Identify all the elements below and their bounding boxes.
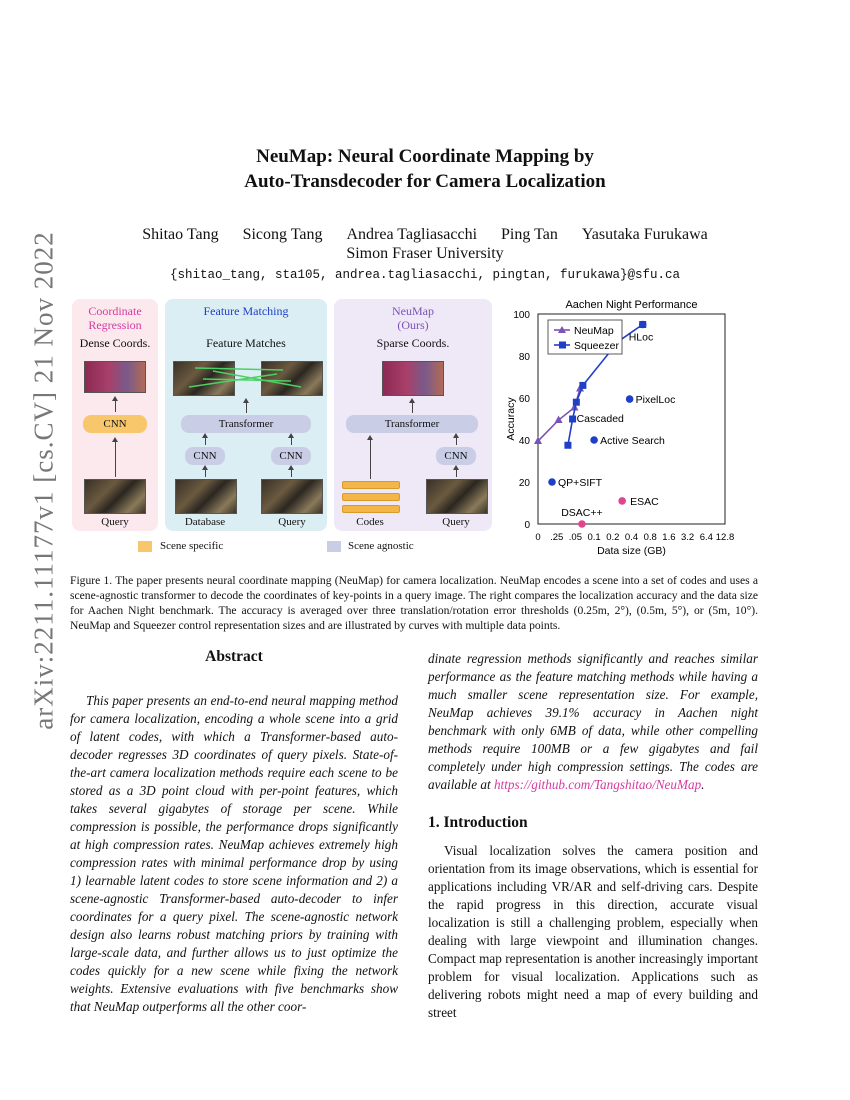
cnn-block: CNN	[436, 447, 476, 465]
sparse-coords-image	[382, 361, 444, 396]
arrow	[370, 439, 371, 479]
y-tick-label: 60	[518, 394, 530, 405]
code-link[interactable]: https://github.com/Tangshitao/NeuMap	[493, 777, 702, 792]
arrow	[291, 469, 292, 477]
method-point	[578, 520, 586, 528]
panel-label: Database	[184, 516, 226, 528]
affiliation: Simon Fraser University	[346, 245, 504, 262]
arrow	[115, 400, 116, 412]
y-tick-label: 80	[518, 352, 530, 363]
author-list	[0, 226, 850, 244]
method-label: Cascaded	[576, 413, 624, 425]
x-tick-label: 6.4	[699, 532, 713, 543]
panel-title: Feature Matching	[203, 304, 289, 318]
panel-subtitle: Feature Matches	[206, 336, 286, 350]
chart-title: Aachen Night Performance	[565, 299, 698, 311]
squeezer-point	[579, 382, 586, 389]
arxiv-stamp	[22, 230, 66, 730]
author: Sicong Tang	[242, 226, 323, 243]
y-tick-label: 0	[524, 520, 530, 531]
query-image	[84, 479, 146, 514]
method-point	[618, 497, 626, 505]
abstract-heading: Abstract	[205, 648, 263, 665]
method-point	[590, 436, 598, 444]
x-tick-label: 0.4	[624, 532, 639, 543]
y-tick-label: 40	[518, 436, 530, 447]
arrow	[456, 437, 457, 445]
x-tick-label: 0.2	[606, 532, 620, 543]
panel-title: Coordinate Regression	[88, 304, 142, 332]
x-tick-label: 0.1	[587, 532, 601, 543]
x-tick-label: 0	[535, 532, 541, 543]
arrow	[205, 469, 206, 477]
x-tick-label: 1.6	[662, 532, 676, 543]
legend-swatch-scene-agnostic	[327, 541, 341, 552]
query-image	[261, 479, 323, 514]
database-image	[175, 479, 237, 514]
method-label: HLoc	[628, 331, 654, 344]
y-tick-label: 20	[518, 478, 530, 489]
arrow	[205, 437, 206, 445]
y-axis-label: Accuracy	[505, 397, 517, 441]
feature-match-lines	[173, 361, 321, 394]
panel-neumap	[334, 299, 492, 531]
abstract-text: dinate regression methods significantly and reaches similar performance as the feature matching methods while having a much smaller scene representation size. For example, NeuMap achieves 39.1% accuracy in Aachen night benchmark with only 6MB of data, while other compelling methods require 100MB or a few gigabytes and fail completely under high compression settings. The codes are available at	[428, 651, 758, 792]
figure-caption: Figure 1. The paper presents neural coordinate mapping (NeuMap) for camera localization. NeuMap encodes a scene into a set of codes and uses a scene-agnostic transformer to decode the coordinates of key-points in a query image. The right compares the localization accuracy and the data size for Aachen Night benchmark. The accuracy is averaged over three translation/rotation error thresholds (0.25m, 2°), (0.5m, 5°), or (5m, 10°). NeuMap and Squeezer control representation sizes and are illustrated by curves with multiple data points.	[70, 574, 758, 632]
panel-subtitle: Sparse Coords.	[376, 336, 450, 350]
panel-coordinate-regression	[72, 299, 158, 531]
author: Andrea Tagliasacchi	[346, 226, 478, 243]
arrow	[115, 441, 116, 477]
x-tick-label: .25	[550, 532, 564, 543]
x-tick-label: 12.8	[715, 532, 735, 543]
panel-title-suffix: (Ours)	[397, 318, 429, 332]
squeezer-point	[564, 442, 571, 449]
method-point	[626, 395, 634, 403]
method-label: PixelLoc	[635, 394, 676, 407]
aachen-night-chart	[500, 292, 770, 560]
transformer-block: Transformer	[346, 415, 478, 433]
arxiv-stamp-text: arXiv:2211.11177v1 [cs.CV] 21 Nov 2022	[28, 230, 59, 730]
author: Ping Tan	[501, 226, 558, 243]
author: Yasutaka Furukawa	[581, 226, 708, 243]
panel-label: Query	[101, 516, 129, 528]
paper-title-line-2: Auto-Transdecoder for Camera Localization	[244, 171, 606, 192]
panel-label: Query	[278, 516, 306, 528]
panel-subtitle: Dense Coords.	[79, 336, 151, 350]
squeezer-point	[573, 399, 580, 406]
x-axis-label: Data size (GB)	[597, 545, 666, 557]
method-label: QP+SIFT	[558, 477, 603, 489]
panel-feature-matching	[165, 299, 327, 531]
arrow	[291, 437, 292, 445]
method-point	[639, 321, 647, 329]
y-tick-label: 100	[513, 310, 530, 321]
legend-label-squeezer: Squeezer	[574, 340, 619, 352]
intro-body: Visual localization solves the camera position and orientation from its image observations, which is essential for applications including VR/AR and self-driving cars. Despite the rapid progress in this direction, accurate visual localization is still a challenging problem, especially when dealing with large viewpoint and illumination changes. Compact map representation is another increasingly important problem for visual localization. Applications such as delivering robots might need a map of every building and street	[428, 843, 758, 1020]
squeezer-point	[569, 416, 576, 423]
x-tick-label: 3.2	[680, 532, 695, 543]
arrow	[456, 469, 457, 477]
panel-title: NeuMap	[392, 304, 434, 318]
author-email: {shitao_tang, sta105, andrea.tagliasacchi, pingtan, furukawa}@sfu.ca	[169, 268, 681, 282]
method-point	[548, 478, 556, 486]
transformer-block: Transformer	[181, 415, 311, 433]
method-label: ESAC	[630, 495, 659, 508]
arrow	[246, 402, 247, 413]
intro-heading: 1. Introduction	[428, 814, 528, 831]
legend-swatch-scene-specific	[138, 541, 152, 552]
cnn-block: CNN	[83, 415, 147, 433]
abstract-body-col2: dinate regression methods significantly and reaches similar performance as the feature matching methods while having a much smaller scene representation size. For example, NeuMap achieves 39.1% accuracy in Aachen night benchmark with only 6MB of data, while other compelling methods require 100MB or a few gigabytes and fail completely under high compression settings. The codes are available at https://github.com/Tangshitao/NeuMap.	[428, 651, 758, 792]
neumap-point	[555, 416, 563, 424]
legend-marker-squeezer	[559, 342, 566, 349]
query-image	[426, 479, 488, 514]
cnn-block: CNN	[271, 447, 311, 465]
abstract-body-col1: This paper presents an end-to-end neural mapping method for camera localization, encoding a whole scene into a grid of latent codes, with which a Transformer-based auto-decoder regresses 3D coordinates of query pixels. State-of-the-art camera localization methods require each scene to be stored as a 3D point cloud with per-point features, which takes several gigabytes of storage per scene. While compression is possible, the performance drops significantly at high compression rates. NeuMap achieves extremely high compression rates with minimal performance drop by using 1) learnable latent codes to store scene information and 2) a scene-agnostic Transformer-based auto-decoder to infer coordinates for a query pixel. The scene-agnostic network design also learns robust matching priors by training with large-scale data, and further allows us to just optimize the codes quickly for a new scene while fixing the network weights. Extensive evaluations with five benchmarks show that NeuMap outperforms all the other coor-	[70, 693, 398, 1014]
x-tick-label: .05	[568, 532, 583, 543]
latent-code-bar	[342, 505, 400, 513]
dense-coords-image	[84, 361, 146, 393]
legend-label: Scene agnostic	[348, 540, 414, 552]
legend-label-neumap: NeuMap	[574, 325, 614, 337]
panel-label: Query	[442, 516, 470, 528]
latent-code-bar	[342, 493, 400, 501]
cnn-block: CNN	[185, 447, 225, 465]
panel-label: Codes	[356, 516, 384, 528]
latent-code-bar	[342, 481, 400, 489]
method-label: DSAC++	[561, 507, 603, 519]
author: Shitao Tang	[142, 226, 219, 243]
legend-label: Scene specific	[160, 540, 224, 552]
method-label: Active Search	[600, 435, 665, 447]
paper-title-line-1: NeuMap: Neural Coordinate Mapping by	[256, 146, 594, 167]
arrow	[412, 402, 413, 413]
x-tick-label: 0.8	[643, 532, 657, 543]
